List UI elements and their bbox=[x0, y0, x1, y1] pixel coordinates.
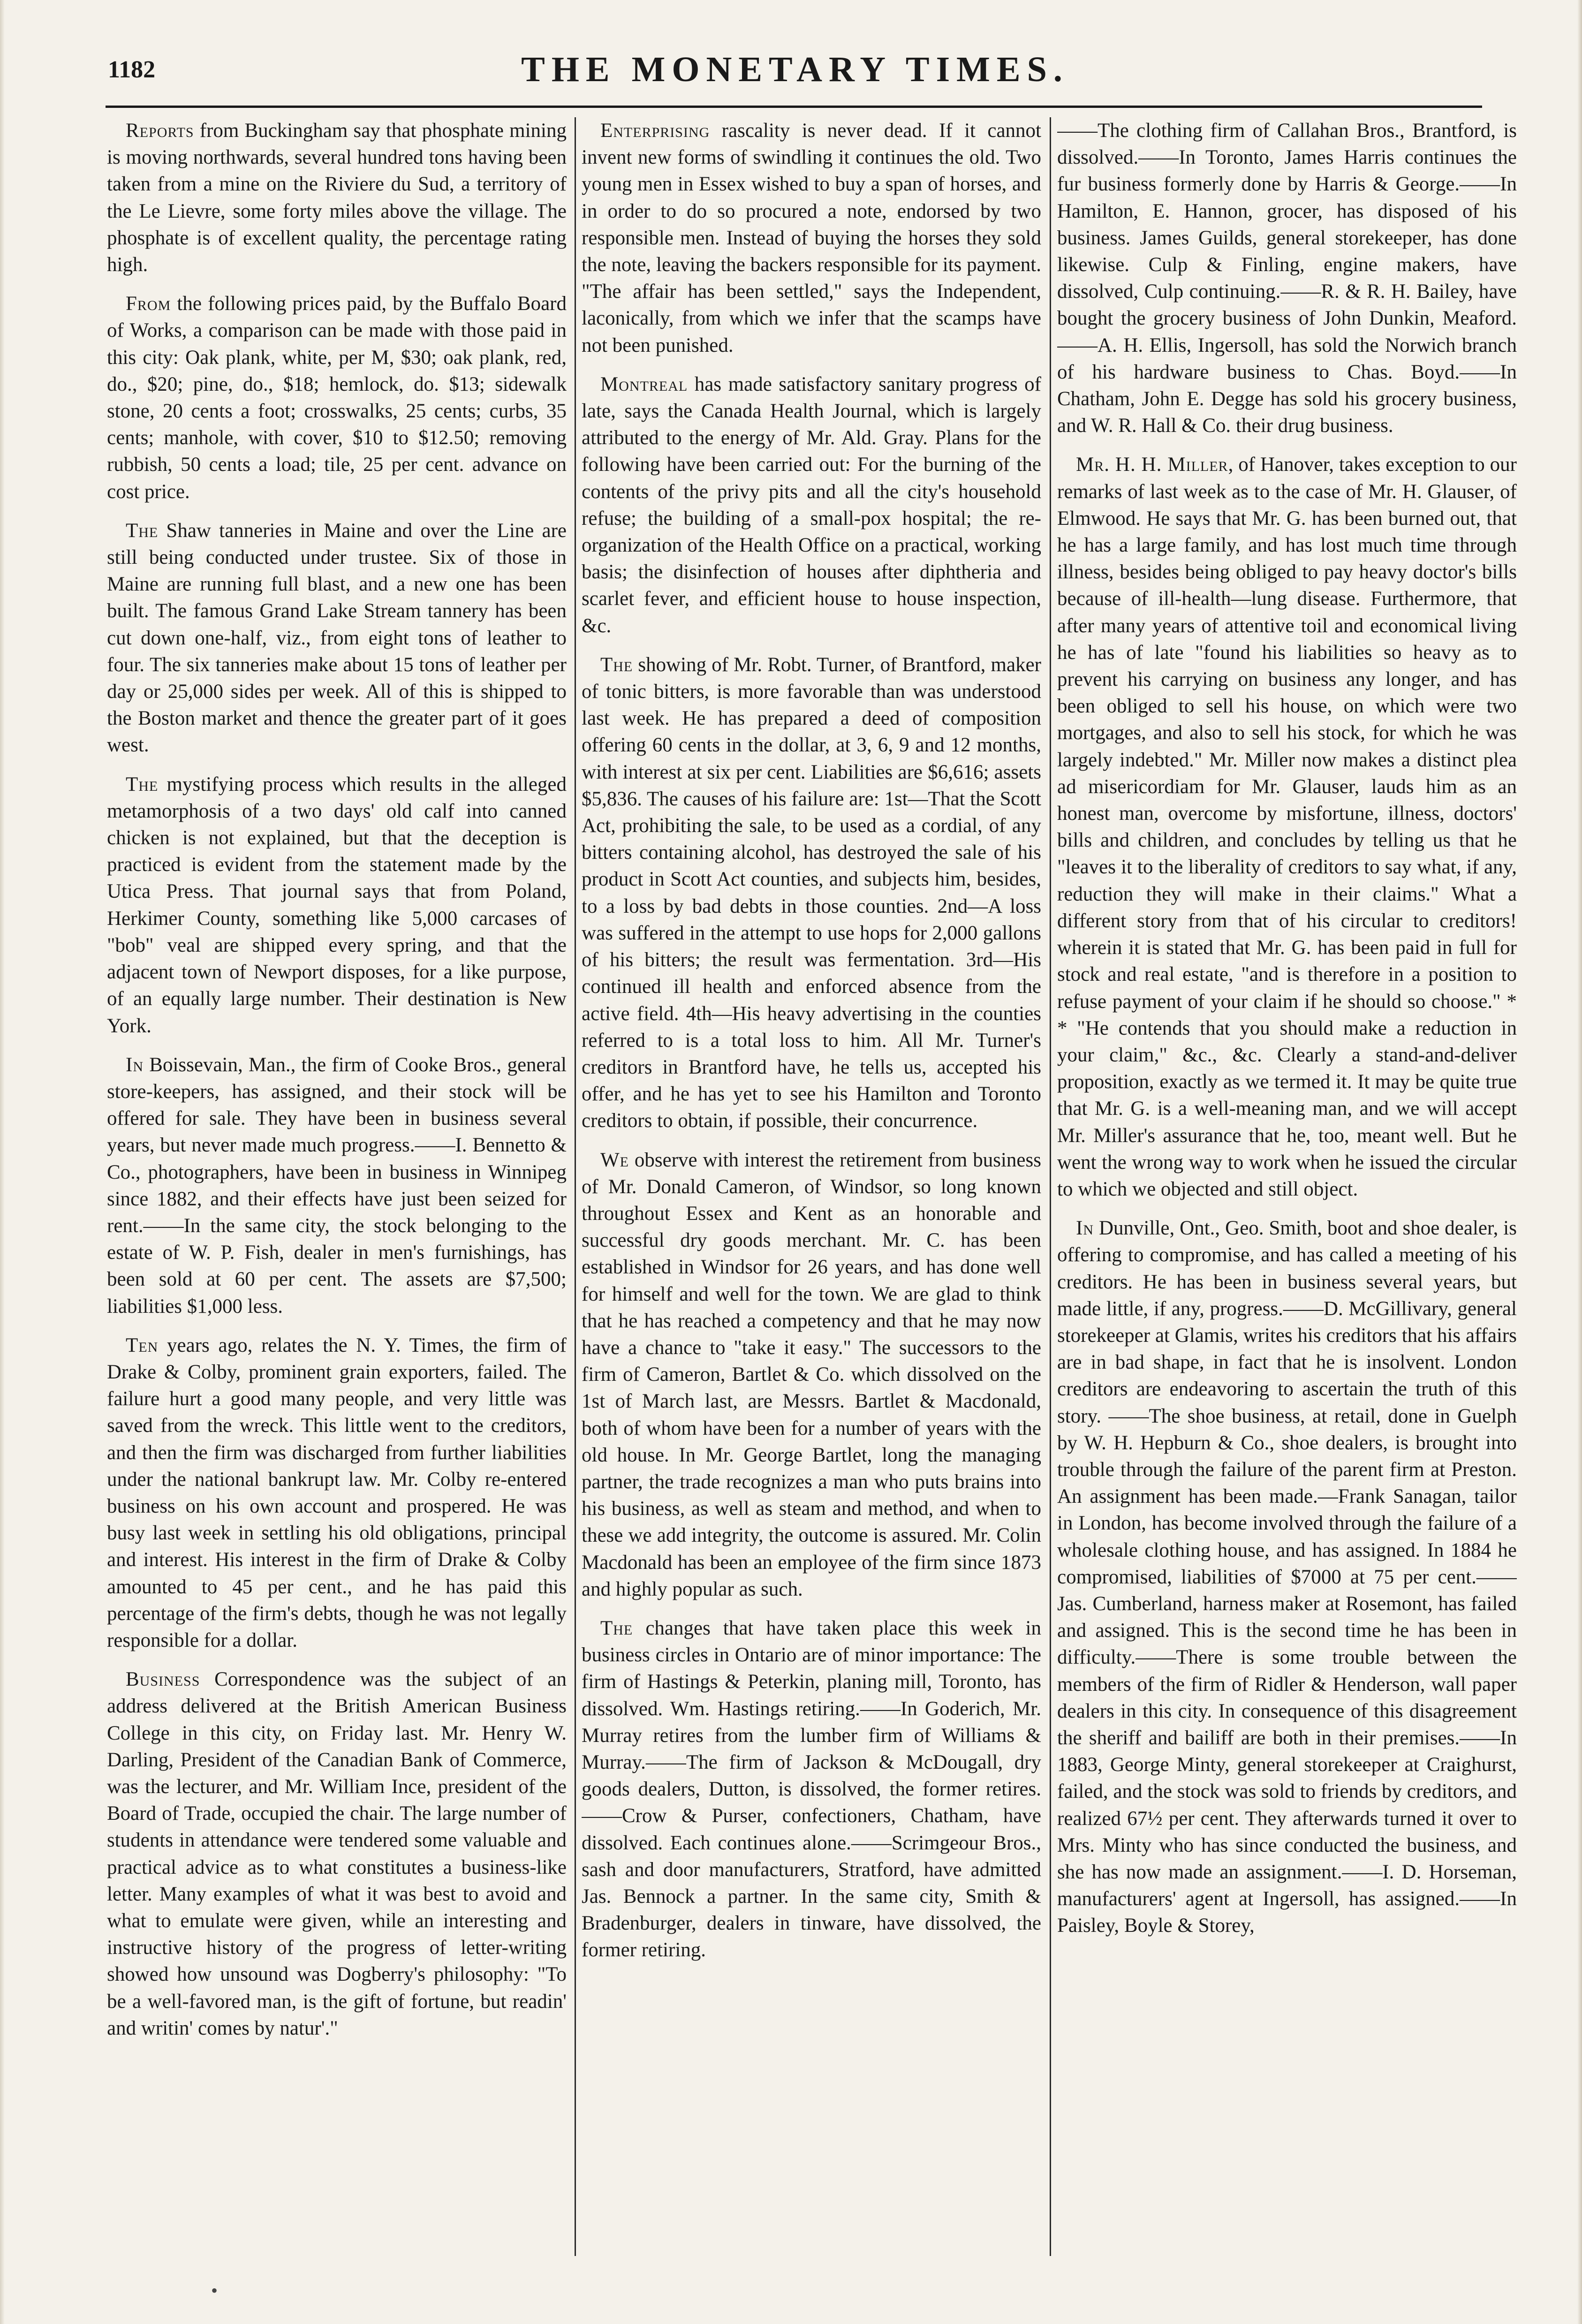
article-paragraph bbox=[582, 651, 1041, 1135]
paragraph-text: ——The clothing firm of Callahan Bros., Brantford, is dissolved.——In Toronto, James Harris continues the fur business formerly done by Harris & George.——In Hamilton, E. Hannon, grocer, has disposed of his business. James Guilds, general storekeeper, has done likewise. Culp & Finling, engine makers, have dissolved, Culp continuing.——R. & R. H. Bailey, have bought the grocery business of John Dunkin, Meaford.——A. H. Ellis, Ingersoll, has sold the Norwich branch of his hardware business to Chas. Boyd.——In Chatham, John E. Degge has sold his grocery business, and W. R. Hall & Co. their drug business. bbox=[1057, 120, 1517, 437]
column-2 bbox=[582, 117, 1041, 2256]
header-rule bbox=[106, 106, 1482, 108]
paragraph-text: , of Hanover, takes exception to our remarks of last week as to the case of Mr. H. Glauser, of Elmwood. He says that Mr. G. has been burned out, that he has a large family, and has lost much time through illness, besides being obliged to pay heavy doctor's bills because of ill-health—lung disease. Furthermore, that after many years of attentive toil and economical living he has of late "found his liabilities so heavy as to prevent his carrying on business any longer, and has been obliged to sell his house, on which were two mortgages, and also to sell his stock, for which he was largely indebted." Mr. Miller now makes a distinct plea ad misericordiam for Mr. Glauser, lauds him as an honest man, overcome by misfortune, illness, doctors' bills and children, and concludes by telling us that he "leaves it to the liberality of creditors to say what, if any, reduction they will make in their claims." What a different story from that of his circular to creditors! wherein it is stated that Mr. G. has been paid in full for stock and real estate, "and is therefore in a position to refuse payment of your claim if he should so choose." * * "He contends that you should make a reduction in your claim," &c., &c. Clearly a stand-and-deliver proposition, exactly as we termed it. It may be quite true that Mr. G. is a well-meaning man, and we will accept Mr. Miller's assurance that he, too, meant well. But he went the wrong way to work when he issued the circular to which we objected and still object. bbox=[1057, 454, 1517, 1200]
paragraph-text: Boissevain, Man., the firm of Cooke Bros., general store-keepers, has assigned, and their stock will be offered for sale. They have been in business several years, but never made much progress.——I. Bennetto & Co., photographers, have been in business in Winnipeg since 1882, and their effects have just been seized for rent.——In the same city, the stock belonging to the estate of W. P. Fish, dealer in men's furnishings, has been sold at 60 per cent. The assets are $7,500; liabilities $1,000 less. bbox=[107, 1053, 567, 1317]
paragraph-text: observe with interest the retirement from business of Mr. Donald Cameron, of Windsor, so long known throughout Essex and Kent as an honorable and successful dry goods merchant. Mr. C. has been established in Windsor for 26 years, and has done well for himself and well for the town. We are glad to think that he has reached a competency and that he may now have a chance to "take it easy." The successors to the firm of Cameron, Bartlet & Co. which dissolved on the 1st of March last, are Messrs. Bartlet & Macdonald, both of whom have been for a number of years with the old house. In Mr. George Bartlet, long the managing partner, the trade recognizes a man who puts brains into his business, as well as steam and method, and when to these we add integrity, the outcome is assured. Mr. Colin Macdonald has been an employee of the firm since 1873 and highly popular as such. bbox=[582, 1149, 1041, 1600]
paragraph-lead-word: Enterprising bbox=[600, 120, 710, 142]
page-number: 1182 bbox=[108, 56, 156, 83]
article-paragraph bbox=[107, 771, 567, 1039]
article-paragraph bbox=[107, 517, 567, 759]
paragraph-text: changes that have taken place this week in business circles in Ontario are of minor importance: The firm of Hastings & Peterkin, planing mill, Toronto, has dissolved. Wm. Hastings retiring.——In Goderich, Mr. Murray retires from the lumber firm of Williams & Murray.——The firm of Jackson & McDougall, dry goods dealers, Dutton, is dissolved, the former retires.——Crow & Purser, confectioners, Chatham, have dissolved. Each continues alone.——Scrimgeour Bros., sash and door manufacturers, Stratford, have admitted Jas. Bennock a partner. In the same city, Smith & Bradenburger, dealers in tinware, have dissolved, the former retiring. bbox=[582, 1617, 1041, 1961]
paragraph-text: rascality is never dead. If it cannot invent new forms of swindling it continues the old. Two young men in Essex wished to buy a span of horses, and in order to do so procured a note, endorsed by two responsible men. Instead of buying the horses they sold the note, leaving the backers responsible for its payment. "The affair has been settled," says the Independent, laconically, from which we infer that the scamps have not been punished. bbox=[582, 120, 1041, 356]
paragraph-lead-word: The bbox=[126, 519, 159, 542]
article-paragraph bbox=[107, 1666, 567, 2042]
masthead-title: THE MONETARY TIMES. bbox=[521, 50, 1069, 89]
paragraph-text: from Buckingham say that phosphate mining is moving northwards, several hundred tons having been taken from a mine on the Riviere du Sud, a territory of the Le Lievre, some forty miles above the village. The phosphate is of excellent quality, the percentage rating high. bbox=[107, 120, 567, 276]
column-divider bbox=[575, 117, 576, 2256]
paragraph-lead-word: In bbox=[1076, 1217, 1094, 1240]
binding-edge-left bbox=[0, 0, 5, 2324]
article-paragraph bbox=[107, 1052, 567, 1320]
article-paragraph bbox=[582, 117, 1041, 359]
paragraph-text: mystifying process which results in the alleged metamorphosis of a two days' old calf into canned chicken is not explained, but that the deception is practiced is evident from the statement made by the Utica Press. That journal says that from Poland, Herkimer County, something like 5,000 carcases of "bob" veal are shipped every spring, and that the adjacent town of Newport disposes, for a like purpose, of an equally large number. Their destination is New York. bbox=[107, 773, 567, 1037]
paragraph-lead-word: The bbox=[126, 773, 159, 795]
column-1 bbox=[107, 117, 567, 2256]
paragraph-lead-word: Mr. H. H. Miller bbox=[1076, 454, 1228, 476]
binding-edge-right bbox=[1577, 0, 1582, 2324]
paragraph-text: has made satisfactory sanitary progress of late, says the Canada Health Journal, which is largely attributed to the energy of Mr. Ald. Gray. Plans for the following have been carried out: For the burning of the contents of the privy pits and all the city's household refuse; the building of a small-pox hospital; the re-organization of the Health Office on a practical, working basis; the disinfection of houses after diphtheria and scarlet fever, and efficient house to house inspection, &c. bbox=[582, 373, 1041, 637]
paragraph-lead-word: Business bbox=[126, 1668, 200, 1691]
paragraph-lead-word: From bbox=[126, 293, 171, 315]
paragraph-text: the following prices paid, by the Buffalo Board of Works, a comparison can be made with those paid in this city: Oak plank, white, per M, $30; oak plank, red, do., $20; pine, do., $18; hemlock, do. $13; sidewalk stone, 20 cents a foot; crosswalks, 25 cents; curbs, 35 cents; manhole, with cover, $10 to $12.50; removing rubbish, 50 cents a load; tile, 25 per cent. advance on cost price. bbox=[107, 293, 567, 503]
paragraph-lead-word: Reports bbox=[126, 120, 194, 142]
paragraph-lead-word: The bbox=[600, 1617, 633, 1639]
paragraph-text: Correspondence was the subject of an address delivered at the British American Business College in this city, on Friday last. Mr. Henry W. Darling, President of the Canadian Bank of Commerce, was the lecturer, and Mr. William Ince, president of the Board of Trade, occupied the chair. The large number of students in attendance were tendered some valuable and practical advice as to what constitutes a business-like letter. Many examples of what it was best to avoid and what to emulate were given, while an interesting and instructive history of the progress of letter-writing showed how unsound was Dogberry's philosophy: "To be a well-favored man, is the gift of fortune, but readin' and writin' comes by natur'." bbox=[107, 1668, 567, 2039]
column-3 bbox=[1057, 117, 1517, 2256]
article-paragraph bbox=[1057, 1215, 1517, 1939]
paragraph-lead-word: Montreal bbox=[600, 373, 688, 395]
page-header bbox=[108, 49, 1482, 101]
column-divider bbox=[1050, 117, 1051, 2256]
paragraph-text: Shaw tanneries in Maine and over the Line are still being conducted under trustee. Six of those in Maine are running full blast, and a new one has been built. The famous Grand Lake Stream tannery has been cut down one-half, viz., from eight tons of leather to four. The six tanneries make about 15 tons of leather per day or 25,000 sides per week. All of this is shipped to the Boston market and thence the greater part of it goes west. bbox=[107, 519, 567, 757]
paragraph-text: showing of Mr. Robt. Turner, of Brantford, maker of tonic bitters, is more favorable than was understood last week. He has prepared a deed of composition offering 60 cents in the dollar, at 3, 6, 9 and 12 months, with interest at six per cent. Liabilities are $6,616; assets $5,836. The causes of his failure are: 1st—That the Scott Act, prohibiting the sale, to be used as a cordial, of any bitters containing alcohol, has destroyed the sale of his product in Scott Act counties, and subjects him, besides, to a loss by bad debts in those counties. 2nd—A loss was suffered in the attempt to use hops for 2,000 gallons of his bitters; the result was fermentation. 3rd—His continued ill health and enforced absence from the active field. 4th—His heavy advertising in the counties referred to is a total loss to him. All Mr. Turner's creditors in Brantford have, he tells us, accepted his offer, and he has yet to see his Hamilton and Toronto creditors to obtain, if possible, their concurrence. bbox=[582, 653, 1041, 1132]
article-paragraph bbox=[1057, 451, 1517, 1203]
print-speck: • bbox=[211, 2280, 218, 2301]
article-paragraph bbox=[107, 117, 567, 278]
paragraph-text: years ago, relates the N. Y. Times, the firm of Drake & Colby, prominent grain exporters, failed. The failure hurt a good many people, and very little was saved from the wreck. This little went to the creditors, and then the firm was discharged from further liabilities under the national bankrupt law. Mr. Colby re-entered business on his own account and prospered. He was busy last week in settling his old obligations, principal and interest. His interest in the firm of Drake & Colby amounted to 45 per cent., and he has paid this percentage of the firm's debts, though he was not legally responsible for a dollar. bbox=[107, 1334, 567, 1651]
article-paragraph bbox=[582, 1615, 1041, 1964]
paragraph-lead-word: We bbox=[600, 1149, 629, 1171]
paragraph-lead-word: The bbox=[600, 653, 633, 676]
paragraph-lead-word: In bbox=[126, 1053, 144, 1076]
article-paragraph bbox=[107, 1332, 567, 1654]
article-paragraph bbox=[582, 371, 1041, 639]
paragraph-lead-word: Ten bbox=[126, 1334, 159, 1356]
article-paragraph bbox=[1057, 117, 1517, 439]
article-paragraph bbox=[107, 290, 567, 505]
article-paragraph bbox=[582, 1147, 1041, 1603]
paragraph-text: Dunville, Ont., Geo. Smith, boot and shoe dealer, is offering to compromise, and has called a meeting of his creditors. He has been in business several years, but made little, if any, progress.——D. McGillivary, general storekeeper at Glamis, writes his creditors that his affairs are in bad shape, in fact that he is insolvent. London creditors are endeavoring to ascertain the truth of this story. ——The shoe business, at retail, done in Guelph by W. H. Hepburn & Co., shoe dealers, is brought into trouble through the failure of the parent firm at Preston. An assignment has been made.—Frank Sanagan, tailor in London, has become involved through the failure of a wholesale clothing house, and has assigned. In 1884 he compromised, liabilities of $7000 at 75 per cent.——Jas. Cumberland, harness maker at Rosemont, has failed and assigned. This is the second time he has been in difficulty.——There is some trouble between the members of the firm of Ridler & Henderson, wall paper dealers in this city. In consequence of this disagreement the sheriff and bailiff are both in their premises.——In 1883, George Minty, general storekeeper at Craighurst, failed, and the stock was sold to friends by creditors, and realized 67½ per cent. They afterwards turned it over to Mrs. Minty who has since conducted the business, and she has now made an assignment.——I. D. Horseman, manufacturers' agent at Ingersoll, has assigned.——In Paisley, Boyle & Storey, bbox=[1057, 1217, 1517, 1937]
